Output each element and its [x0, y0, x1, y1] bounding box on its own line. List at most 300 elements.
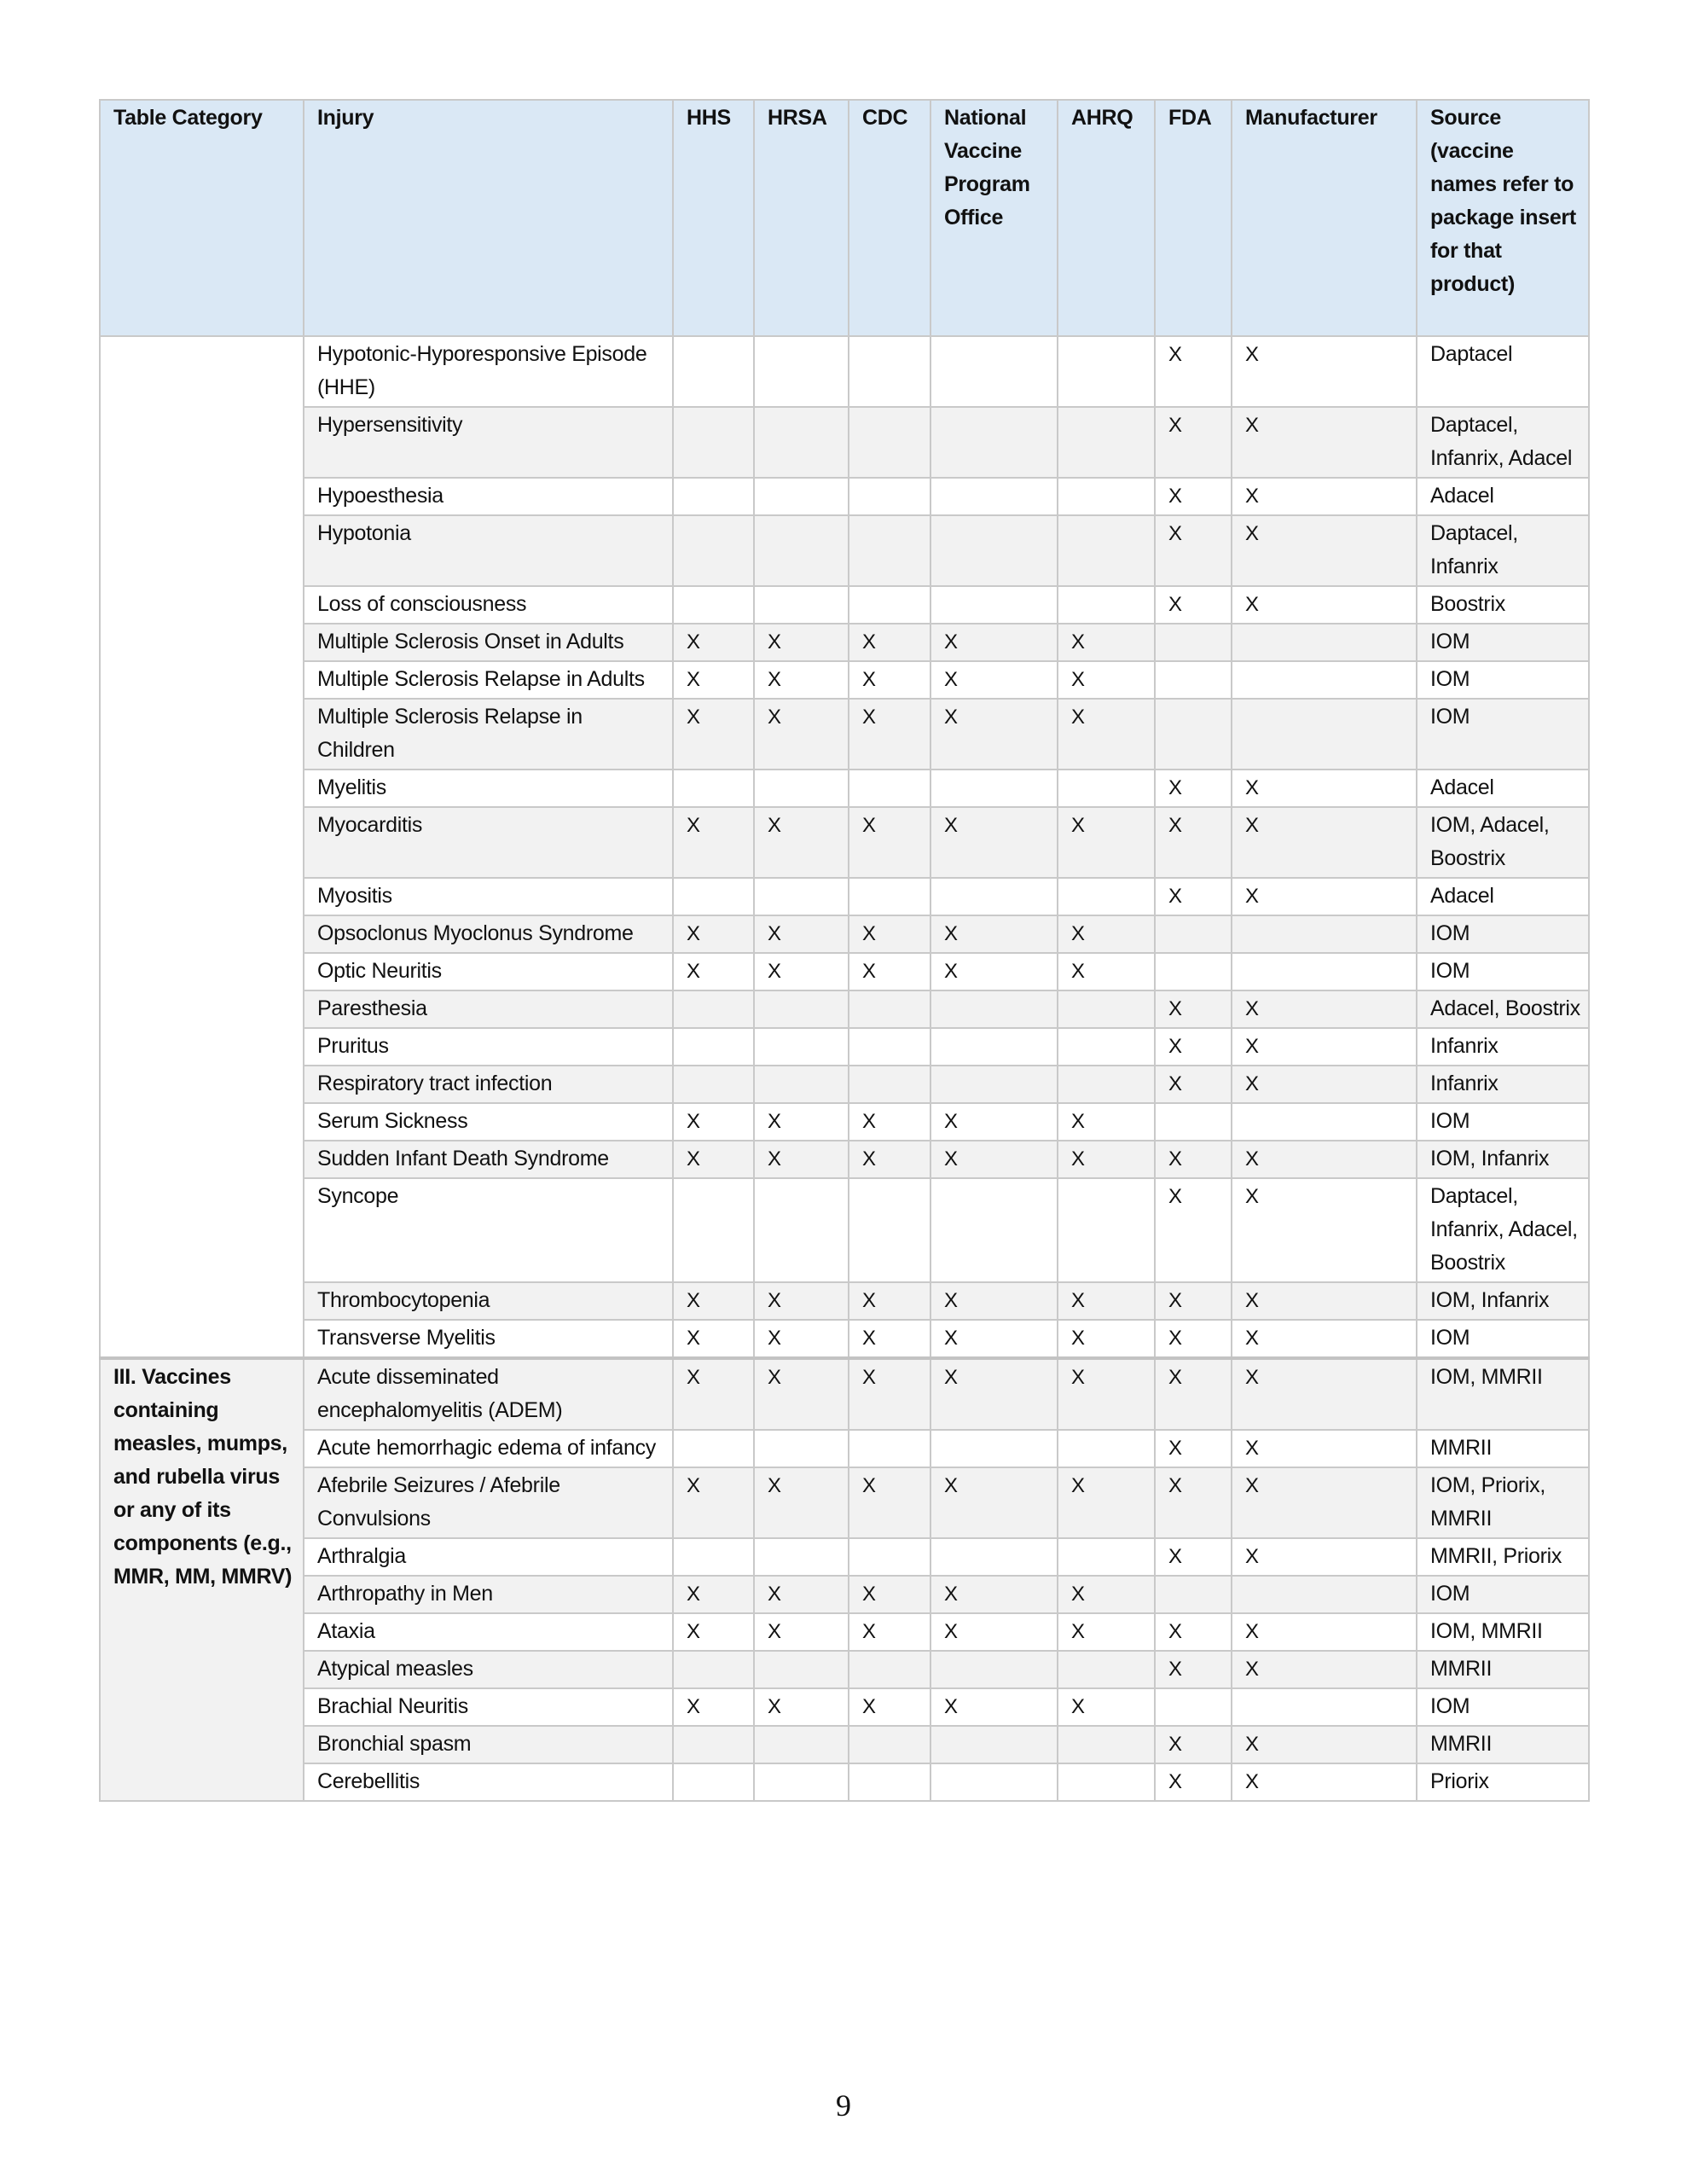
- nvpo-mark-cell: X: [930, 1320, 1058, 1358]
- manufacturer-mark-cell: X: [1232, 1467, 1417, 1538]
- source-cell: Infanrix: [1417, 1028, 1589, 1066]
- manufacturer-mark-cell: X: [1232, 586, 1417, 624]
- ahrq-mark-cell: [1058, 770, 1155, 807]
- hhs-mark-cell: X: [673, 915, 754, 953]
- manufacturer-mark-cell: X: [1232, 336, 1417, 407]
- fda-mark-cell: [1155, 953, 1232, 990]
- hhs-mark-cell: [673, 515, 754, 586]
- fda-mark-cell: X: [1155, 1763, 1232, 1801]
- source-cell: Adacel: [1417, 770, 1589, 807]
- table-row: [100, 1576, 1589, 1613]
- nvpo-mark-cell: [930, 1651, 1058, 1688]
- nvpo-mark-cell: X: [930, 1103, 1058, 1141]
- nvpo-mark-cell: X: [930, 953, 1058, 990]
- hhs-mark-cell: X: [673, 1141, 754, 1178]
- cdc-mark-cell: [849, 478, 930, 515]
- table-row: [100, 1467, 1589, 1538]
- injury-cell: Loss of consciousness: [304, 586, 673, 624]
- cdc-mark-cell: X: [849, 1576, 930, 1613]
- table-row: [100, 336, 1589, 407]
- source-cell: IOM: [1417, 915, 1589, 953]
- table-row: [100, 1141, 1589, 1178]
- hhs-mark-cell: X: [673, 699, 754, 770]
- source-cell: IOM: [1417, 1688, 1589, 1726]
- manufacturer-mark-cell: X: [1232, 807, 1417, 878]
- manufacturer-mark-cell: [1232, 1688, 1417, 1726]
- hhs-mark-cell: [673, 586, 754, 624]
- injury-cell: Afebrile Seizures / Afebrile Convulsions: [304, 1467, 673, 1538]
- manufacturer-mark-cell: [1232, 699, 1417, 770]
- cdc-mark-cell: X: [849, 807, 930, 878]
- ahrq-mark-cell: X: [1058, 807, 1155, 878]
- cdc-mark-cell: X: [849, 1103, 930, 1141]
- fda-mark-cell: X: [1155, 1651, 1232, 1688]
- page-number: 9: [836, 2088, 851, 2123]
- nvpo-mark-cell: X: [930, 624, 1058, 661]
- nvpo-mark-cell: X: [930, 1282, 1058, 1320]
- hrsa-mark-cell: [754, 336, 849, 407]
- nvpo-mark-cell: [930, 407, 1058, 478]
- ahrq-mark-cell: X: [1058, 915, 1155, 953]
- hrsa-mark-cell: [754, 586, 849, 624]
- injury-cell: Acute hemorrhagic edema of infancy: [304, 1430, 673, 1467]
- nvpo-mark-cell: [930, 478, 1058, 515]
- manufacturer-mark-cell: X: [1232, 1538, 1417, 1576]
- table-row: [100, 915, 1589, 953]
- source-cell: Daptacel: [1417, 336, 1589, 407]
- cdc-mark-cell: [849, 515, 930, 586]
- fda-mark-cell: X: [1155, 878, 1232, 915]
- hhs-mark-cell: X: [673, 1613, 754, 1651]
- fda-mark-cell: X: [1155, 1178, 1232, 1282]
- cdc-mark-cell: X: [849, 624, 930, 661]
- header-hrsa: HRSA: [754, 100, 849, 336]
- manufacturer-mark-cell: X: [1232, 990, 1417, 1028]
- injury-cell: Sudden Infant Death Syndrome: [304, 1141, 673, 1178]
- ahrq-mark-cell: [1058, 1430, 1155, 1467]
- table-row: [100, 1430, 1589, 1467]
- hrsa-mark-cell: [754, 878, 849, 915]
- fda-mark-cell: [1155, 661, 1232, 699]
- table-row: [100, 478, 1589, 515]
- hhs-mark-cell: X: [673, 1103, 754, 1141]
- table-row: [100, 990, 1589, 1028]
- cdc-mark-cell: X: [849, 1320, 930, 1358]
- source-cell: IOM: [1417, 624, 1589, 661]
- source-cell: MMRII: [1417, 1430, 1589, 1467]
- nvpo-mark-cell: X: [930, 1467, 1058, 1538]
- fda-mark-cell: [1155, 1576, 1232, 1613]
- source-cell: IOM: [1417, 1103, 1589, 1141]
- fda-mark-cell: X: [1155, 1430, 1232, 1467]
- fda-mark-cell: [1155, 699, 1232, 770]
- hrsa-mark-cell: [754, 1651, 849, 1688]
- cdc-mark-cell: X: [849, 699, 930, 770]
- table-row: [100, 1066, 1589, 1103]
- hrsa-mark-cell: X: [754, 1141, 849, 1178]
- table-row: [100, 1358, 1589, 1430]
- ahrq-mark-cell: [1058, 878, 1155, 915]
- cdc-mark-cell: [849, 1538, 930, 1576]
- injury-cell: Acute disseminated encephalomyelitis (ADEM): [304, 1358, 673, 1430]
- source-cell: MMRII: [1417, 1651, 1589, 1688]
- hrsa-mark-cell: [754, 1538, 849, 1576]
- ahrq-mark-cell: X: [1058, 1358, 1155, 1430]
- hrsa-mark-cell: [754, 407, 849, 478]
- fda-mark-cell: X: [1155, 336, 1232, 407]
- injury-cell: Bronchial spasm: [304, 1726, 673, 1763]
- nvpo-mark-cell: [930, 1178, 1058, 1282]
- fda-mark-cell: [1155, 624, 1232, 661]
- table-row: [100, 1103, 1589, 1141]
- fda-mark-cell: [1155, 1103, 1232, 1141]
- source-cell: Daptacel, Infanrix: [1417, 515, 1589, 586]
- table-row: [100, 1028, 1589, 1066]
- nvpo-mark-cell: X: [930, 699, 1058, 770]
- hrsa-mark-cell: X: [754, 661, 849, 699]
- source-cell: IOM: [1417, 1320, 1589, 1358]
- ahrq-mark-cell: X: [1058, 699, 1155, 770]
- cdc-mark-cell: [849, 1178, 930, 1282]
- manufacturer-mark-cell: X: [1232, 1726, 1417, 1763]
- fda-mark-cell: X: [1155, 1358, 1232, 1430]
- hhs-mark-cell: X: [673, 807, 754, 878]
- header-hhs: HHS: [673, 100, 754, 336]
- source-cell: Adacel: [1417, 478, 1589, 515]
- nvpo-mark-cell: X: [930, 1358, 1058, 1430]
- hrsa-mark-cell: X: [754, 807, 849, 878]
- cdc-mark-cell: X: [849, 1141, 930, 1178]
- ahrq-mark-cell: [1058, 336, 1155, 407]
- hrsa-mark-cell: X: [754, 624, 849, 661]
- hrsa-mark-cell: [754, 770, 849, 807]
- injury-cell: Multiple Sclerosis Relapse in Adults: [304, 661, 673, 699]
- hhs-mark-cell: [673, 770, 754, 807]
- source-cell: IOM, MMRII: [1417, 1358, 1589, 1430]
- source-cell: IOM: [1417, 661, 1589, 699]
- nvpo-mark-cell: [930, 1066, 1058, 1103]
- manufacturer-mark-cell: X: [1232, 1028, 1417, 1066]
- source-cell: Daptacel, Infanrix, Adacel, Boostrix: [1417, 1178, 1589, 1282]
- fda-mark-cell: X: [1155, 1467, 1232, 1538]
- ahrq-mark-cell: [1058, 407, 1155, 478]
- hhs-mark-cell: [673, 1763, 754, 1801]
- fda-mark-cell: X: [1155, 990, 1232, 1028]
- ahrq-mark-cell: [1058, 478, 1155, 515]
- table-category-cell: III. Vaccines containing measles, mumps, and rubella virus or any of its components (e.g., MMR, MM, MMRV): [100, 1358, 304, 1801]
- source-cell: IOM, Priorix, MMRII: [1417, 1467, 1589, 1538]
- hhs-mark-cell: [673, 1066, 754, 1103]
- fda-mark-cell: X: [1155, 1538, 1232, 1576]
- nvpo-mark-cell: [930, 990, 1058, 1028]
- nvpo-mark-cell: [930, 1430, 1058, 1467]
- hrsa-mark-cell: [754, 515, 849, 586]
- fda-mark-cell: X: [1155, 478, 1232, 515]
- source-cell: IOM: [1417, 953, 1589, 990]
- table-row: [100, 515, 1589, 586]
- nvpo-mark-cell: [930, 770, 1058, 807]
- injury-cell: Transverse Myelitis: [304, 1320, 673, 1358]
- fda-mark-cell: X: [1155, 1320, 1232, 1358]
- manufacturer-mark-cell: [1232, 1103, 1417, 1141]
- injury-cell: Opsoclonus Myoclonus Syndrome: [304, 915, 673, 953]
- cdc-mark-cell: [849, 878, 930, 915]
- nvpo-mark-cell: [930, 1726, 1058, 1763]
- table-row: [100, 1688, 1589, 1726]
- ahrq-mark-cell: X: [1058, 1141, 1155, 1178]
- ahrq-mark-cell: X: [1058, 1282, 1155, 1320]
- hhs-mark-cell: [673, 990, 754, 1028]
- source-cell: IOM: [1417, 1576, 1589, 1613]
- hrsa-mark-cell: X: [754, 1103, 849, 1141]
- table-header-row: [100, 100, 1589, 336]
- hhs-mark-cell: [673, 1538, 754, 1576]
- fda-mark-cell: X: [1155, 1028, 1232, 1066]
- fda-mark-cell: X: [1155, 1141, 1232, 1178]
- source-cell: IOM, Adacel, Boostrix: [1417, 807, 1589, 878]
- manufacturer-mark-cell: X: [1232, 1430, 1417, 1467]
- nvpo-mark-cell: [930, 515, 1058, 586]
- injury-cell: Brachial Neuritis: [304, 1688, 673, 1726]
- hrsa-mark-cell: X: [754, 1320, 849, 1358]
- ahrq-mark-cell: [1058, 1028, 1155, 1066]
- table-row: [100, 1726, 1589, 1763]
- injury-cell: Hypotonia: [304, 515, 673, 586]
- hhs-mark-cell: X: [673, 1467, 754, 1538]
- ahrq-mark-cell: [1058, 515, 1155, 586]
- injury-cell: Hypoesthesia: [304, 478, 673, 515]
- manufacturer-mark-cell: X: [1232, 407, 1417, 478]
- table-row: [100, 1320, 1589, 1358]
- cdc-mark-cell: X: [849, 1467, 930, 1538]
- hrsa-mark-cell: X: [754, 1576, 849, 1613]
- fda-mark-cell: X: [1155, 1613, 1232, 1651]
- table-row: [100, 699, 1589, 770]
- fda-mark-cell: X: [1155, 586, 1232, 624]
- source-cell: MMRII: [1417, 1726, 1589, 1763]
- hrsa-mark-cell: [754, 1028, 849, 1066]
- ahrq-mark-cell: X: [1058, 1613, 1155, 1651]
- cdc-mark-cell: [849, 1651, 930, 1688]
- ahrq-mark-cell: [1058, 1651, 1155, 1688]
- hrsa-mark-cell: [754, 1178, 849, 1282]
- vaccine-injury-table: [99, 99, 1590, 1802]
- nvpo-mark-cell: X: [930, 1141, 1058, 1178]
- injury-cell: Myelitis: [304, 770, 673, 807]
- injury-cell: Ataxia: [304, 1613, 673, 1651]
- manufacturer-mark-cell: X: [1232, 515, 1417, 586]
- source-cell: Adacel: [1417, 878, 1589, 915]
- injury-cell: Thrombocytopenia: [304, 1282, 673, 1320]
- table-row: [100, 770, 1589, 807]
- nvpo-mark-cell: X: [930, 915, 1058, 953]
- ahrq-mark-cell: X: [1058, 1320, 1155, 1358]
- source-cell: IOM, MMRII: [1417, 1613, 1589, 1651]
- hhs-mark-cell: [673, 1430, 754, 1467]
- cdc-mark-cell: X: [849, 1358, 930, 1430]
- injury-cell: Multiple Sclerosis Relapse in Children: [304, 699, 673, 770]
- table-row: [100, 1538, 1589, 1576]
- table-row: [100, 624, 1589, 661]
- injury-cell: Serum Sickness: [304, 1103, 673, 1141]
- ahrq-mark-cell: [1058, 1066, 1155, 1103]
- manufacturer-mark-cell: X: [1232, 1651, 1417, 1688]
- source-cell: Boostrix: [1417, 586, 1589, 624]
- header-cdc: CDC: [849, 100, 930, 336]
- fda-mark-cell: X: [1155, 407, 1232, 478]
- table-category-cell: [100, 336, 304, 1358]
- header-injury: Injury: [304, 100, 673, 336]
- hrsa-mark-cell: [754, 478, 849, 515]
- table-row: [100, 661, 1589, 699]
- ahrq-mark-cell: [1058, 1178, 1155, 1282]
- hrsa-mark-cell: X: [754, 699, 849, 770]
- cdc-mark-cell: [849, 770, 930, 807]
- cdc-mark-cell: [849, 586, 930, 624]
- cdc-mark-cell: [849, 990, 930, 1028]
- ahrq-mark-cell: X: [1058, 661, 1155, 699]
- header-nvpo: National Vaccine Program Office: [930, 100, 1058, 336]
- table-row: [100, 878, 1589, 915]
- nvpo-mark-cell: X: [930, 1576, 1058, 1613]
- ahrq-mark-cell: X: [1058, 1467, 1155, 1538]
- nvpo-mark-cell: [930, 878, 1058, 915]
- injury-cell: Myositis: [304, 878, 673, 915]
- nvpo-mark-cell: X: [930, 1613, 1058, 1651]
- fda-mark-cell: X: [1155, 1726, 1232, 1763]
- manufacturer-mark-cell: [1232, 661, 1417, 699]
- ahrq-mark-cell: X: [1058, 1576, 1155, 1613]
- nvpo-mark-cell: [930, 336, 1058, 407]
- manufacturer-mark-cell: X: [1232, 770, 1417, 807]
- cdc-mark-cell: X: [849, 661, 930, 699]
- hhs-mark-cell: [673, 1178, 754, 1282]
- cdc-mark-cell: X: [849, 915, 930, 953]
- injury-cell: Atypical measles: [304, 1651, 673, 1688]
- hrsa-mark-cell: X: [754, 1467, 849, 1538]
- ahrq-mark-cell: [1058, 1538, 1155, 1576]
- cdc-mark-cell: [849, 1430, 930, 1467]
- table-body: [100, 336, 1589, 1801]
- manufacturer-mark-cell: X: [1232, 1320, 1417, 1358]
- nvpo-mark-cell: X: [930, 1688, 1058, 1726]
- cdc-mark-cell: [849, 1763, 930, 1801]
- hrsa-mark-cell: X: [754, 953, 849, 990]
- manufacturer-mark-cell: [1232, 953, 1417, 990]
- injury-cell: Myocarditis: [304, 807, 673, 878]
- hhs-mark-cell: X: [673, 1358, 754, 1430]
- manufacturer-mark-cell: X: [1232, 1178, 1417, 1282]
- nvpo-mark-cell: [930, 1763, 1058, 1801]
- injury-cell: Pruritus: [304, 1028, 673, 1066]
- header-table-category: Table Category: [100, 100, 304, 336]
- source-cell: IOM, Infanrix: [1417, 1282, 1589, 1320]
- fda-mark-cell: [1155, 915, 1232, 953]
- source-cell: IOM: [1417, 699, 1589, 770]
- ahrq-mark-cell: [1058, 1726, 1155, 1763]
- source-cell: Infanrix: [1417, 1066, 1589, 1103]
- manufacturer-mark-cell: [1232, 624, 1417, 661]
- hrsa-mark-cell: X: [754, 1282, 849, 1320]
- manufacturer-mark-cell: X: [1232, 1066, 1417, 1103]
- nvpo-mark-cell: [930, 1538, 1058, 1576]
- ahrq-mark-cell: X: [1058, 1103, 1155, 1141]
- source-cell: Adacel, Boostrix: [1417, 990, 1589, 1028]
- hrsa-mark-cell: X: [754, 1613, 849, 1651]
- fda-mark-cell: X: [1155, 1066, 1232, 1103]
- manufacturer-mark-cell: X: [1232, 1763, 1417, 1801]
- hrsa-mark-cell: [754, 1430, 849, 1467]
- manufacturer-mark-cell: [1232, 915, 1417, 953]
- injury-cell: Paresthesia: [304, 990, 673, 1028]
- hhs-mark-cell: [673, 478, 754, 515]
- hrsa-mark-cell: X: [754, 915, 849, 953]
- fda-mark-cell: X: [1155, 1282, 1232, 1320]
- fda-mark-cell: X: [1155, 807, 1232, 878]
- nvpo-mark-cell: X: [930, 661, 1058, 699]
- hhs-mark-cell: X: [673, 1688, 754, 1726]
- header-manufacturer: Manufacturer: [1232, 100, 1417, 336]
- ahrq-mark-cell: X: [1058, 624, 1155, 661]
- table-row: [100, 953, 1589, 990]
- source-cell: Daptacel, Infanrix, Adacel: [1417, 407, 1589, 478]
- fda-mark-cell: [1155, 1688, 1232, 1726]
- source-cell: MMRII, Priorix: [1417, 1538, 1589, 1576]
- cdc-mark-cell: X: [849, 1282, 930, 1320]
- hhs-mark-cell: X: [673, 1320, 754, 1358]
- injury-cell: Respiratory tract infection: [304, 1066, 673, 1103]
- cdc-mark-cell: X: [849, 1688, 930, 1726]
- ahrq-mark-cell: [1058, 1763, 1155, 1801]
- hrsa-mark-cell: [754, 1763, 849, 1801]
- table-row: [100, 1613, 1589, 1651]
- hhs-mark-cell: X: [673, 953, 754, 990]
- cdc-mark-cell: [849, 1066, 930, 1103]
- header-source: Source (vaccine names refer to package insert for that product): [1417, 100, 1589, 336]
- cdc-mark-cell: X: [849, 1613, 930, 1651]
- manufacturer-mark-cell: X: [1232, 1282, 1417, 1320]
- ahrq-mark-cell: [1058, 586, 1155, 624]
- cdc-mark-cell: [849, 407, 930, 478]
- cdc-mark-cell: [849, 1028, 930, 1066]
- nvpo-mark-cell: X: [930, 807, 1058, 878]
- manufacturer-mark-cell: X: [1232, 1613, 1417, 1651]
- cdc-mark-cell: X: [849, 953, 930, 990]
- nvpo-mark-cell: [930, 586, 1058, 624]
- header-ahrq: AHRQ: [1058, 100, 1155, 336]
- table-row: [100, 1763, 1589, 1801]
- cdc-mark-cell: [849, 336, 930, 407]
- hhs-mark-cell: X: [673, 661, 754, 699]
- manufacturer-mark-cell: X: [1232, 1141, 1417, 1178]
- fda-mark-cell: X: [1155, 515, 1232, 586]
- table-row: [100, 1178, 1589, 1282]
- hhs-mark-cell: [673, 407, 754, 478]
- injury-cell: Hypotonic-Hyporesponsive Episode (HHE): [304, 336, 673, 407]
- hhs-mark-cell: [673, 336, 754, 407]
- injury-cell: Arthralgia: [304, 1538, 673, 1576]
- manufacturer-mark-cell: X: [1232, 478, 1417, 515]
- injury-cell: Optic Neuritis: [304, 953, 673, 990]
- injury-cell: Multiple Sclerosis Onset in Adults: [304, 624, 673, 661]
- hrsa-mark-cell: [754, 1726, 849, 1763]
- ahrq-mark-cell: X: [1058, 1688, 1155, 1726]
- fda-mark-cell: X: [1155, 770, 1232, 807]
- hhs-mark-cell: X: [673, 1282, 754, 1320]
- table-row: [100, 1651, 1589, 1688]
- hrsa-mark-cell: [754, 1066, 849, 1103]
- hhs-mark-cell: X: [673, 1576, 754, 1613]
